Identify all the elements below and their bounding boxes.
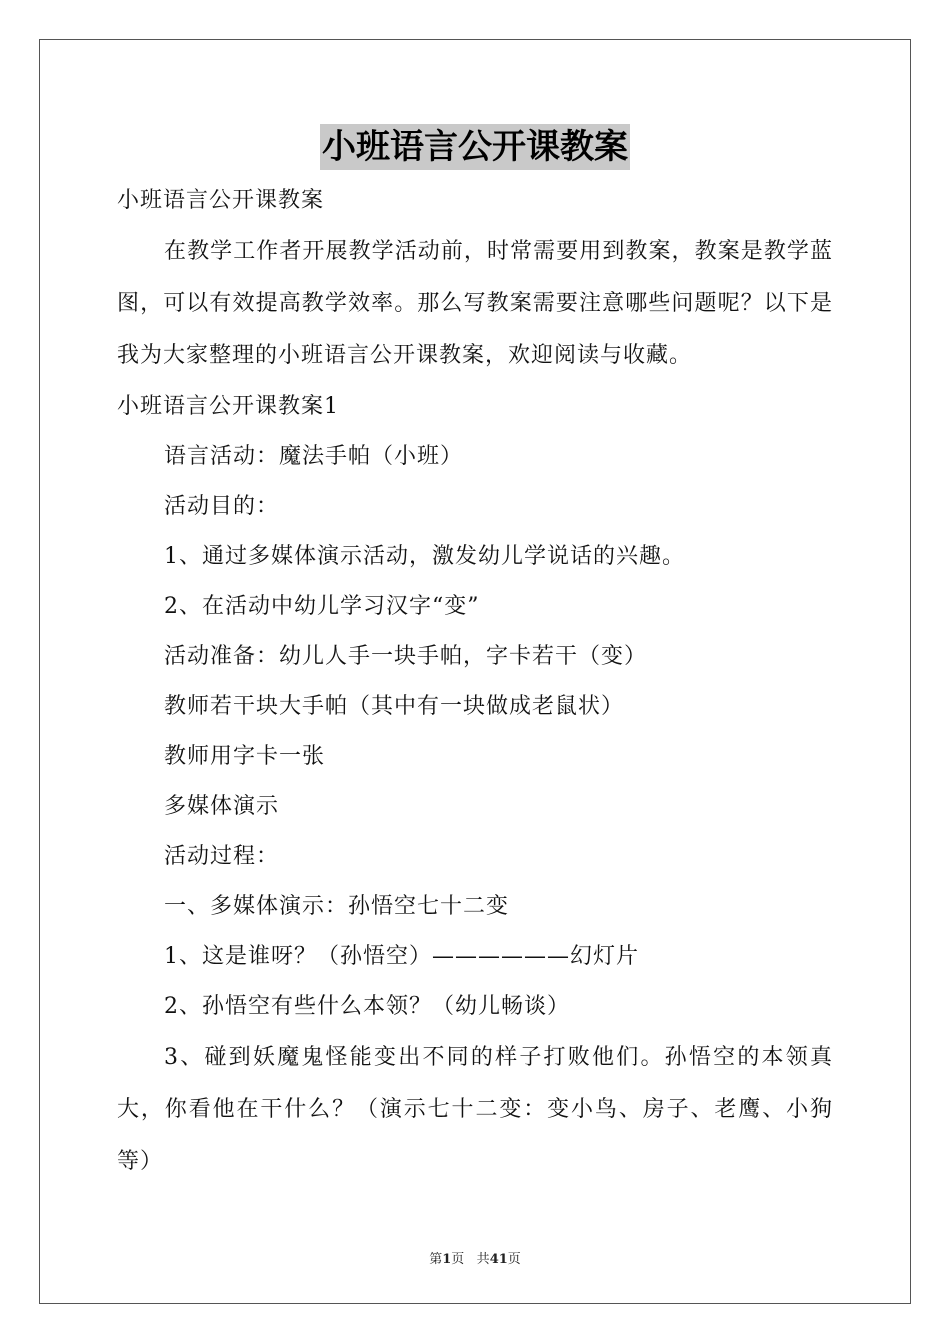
page-suffix: 页 [451, 1252, 465, 1267]
body-line: 2、孙悟空有些什么本领？（幼儿畅谈） [164, 994, 570, 1019]
total-prefix: 共 [476, 1252, 490, 1267]
body-line: 教师若干块大手帕（其中有一块做成老鼠状） [164, 694, 625, 719]
body-line: 活动过程： [164, 844, 280, 869]
page-prefix: 第 [429, 1252, 443, 1267]
title-area [0, 124, 950, 170]
intro-paragraph: 在教学工作者开展教学活动前，时常需要用到教案，教案是教学蓝图，可以有效提高教学效率。那么写教案需要注意哪些问题呢？以下是我为大家整理的小班语言公开课教案，欢迎阅读与收藏。 [117, 239, 833, 368]
body-line: 语言活动：魔法手帕（小班） [164, 444, 464, 469]
body-line: 一、多媒体演示：孙悟空七十二变 [164, 894, 510, 919]
body-line: 教师用字卡一张 [164, 744, 326, 769]
document-body [117, 176, 833, 1188]
body-line: 1、这是谁呀？（孙悟空）——————幻灯片 [164, 944, 639, 969]
document-title: 小班语言公开课教案 [320, 124, 630, 170]
page-number: 1 [442, 1252, 452, 1267]
page-footer [0, 1248, 950, 1267]
total-suffix: 页 [507, 1252, 521, 1267]
closing-paragraph: 3、碰到妖魔鬼怪能变出不同的样子打败他们。孙悟空的本领真大，你看他在干什么？（演示七十二变：变小鸟、房子、老鹰、小狗等） [117, 1045, 833, 1174]
body-line: 多媒体演示 [164, 794, 280, 819]
body-line: 活动准备：幼儿人手一块手帕，字卡若干（变） [164, 644, 648, 669]
section-heading: 小班语言公开课教案1 [117, 394, 339, 419]
body-line: 2、在活动中幼儿学习汉字“变” [164, 594, 480, 619]
document-subtitle: 小班语言公开课教案 [117, 188, 325, 213]
total-pages: 41 [489, 1252, 508, 1267]
body-line: 活动目的： [164, 494, 280, 519]
body-line: 1、通过多媒体演示活动，激发幼儿学说话的兴趣。 [164, 544, 685, 569]
